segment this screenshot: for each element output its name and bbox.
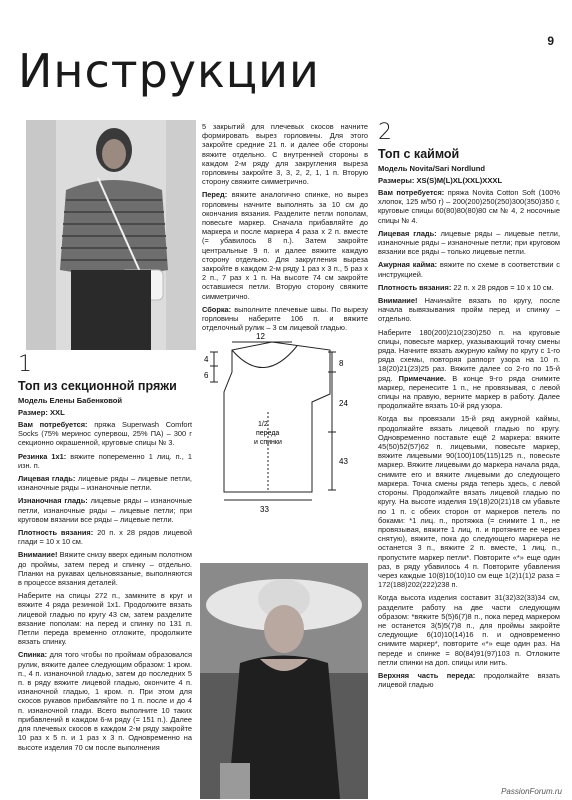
model-credit-2: Модель Novita/Sari Nordlund — [378, 164, 486, 173]
section-heading-1: Топ из секционной пряжи — [18, 379, 177, 393]
size-2: Размеры: XS(S)M(L)XL(XXL)XXXL — [378, 176, 503, 185]
model-credit-1: Модель Елены Бабенковой — [18, 396, 123, 405]
materials-2: Вам потребуется: пряжа Novita Cotton Soft (100% хлопок, 125 м/50 г) – 200(200)250(250)300(350)350 г, круговые спицы 60(80)80(80)80 см № 4, 2 носочные спицы № 4. — [378, 188, 560, 225]
page-title: Инструкции — [18, 44, 320, 98]
rev-1: Изнаночная гладь: лицевые ряды – изнаночные петли, изнаночные ряды – лицевые петли; при круговом вязании все ряды – лицевые петли. — [18, 496, 193, 524]
note-2: Внимание! Начинайте вязать по кругу, после начала вывязывания пройм перед и спинку – отдельно. — [378, 296, 560, 324]
body-2b: Когда вы провязали 15-й ряд ажурной каймы, продолжайте вязать лицевой гладью по кругу. Одновременно поставьте ещё 2 маркера: вяжите 45(50)52(57)62 п. лицевыми, повесьте маркер, вяжите лицевыми 90(100)105(115)125 п., повесьте маркер. Вяжите лицевыми до маркера начала ряда, снимите его и вяжите лицевыми до следующего маркера. Точка смены ряда теперь здесь, с левой стороны. Продолжайте вязать лицевой гладью по кругу. На высоте изделия 19(18)20(21)18 см убавьте по 1 п. с обеих сторон от маркеров петель по боками: *1 лиц. п., протяжка (= снимите 1 п., не провязывая, вяжите 1 лиц. п. и протяните ее через снятую), вяжите, пока до следующего маркера не останется 3 п., вяжите 2 п. вместе, 1 лиц. п., пропустите маркер петли*. Повторите «*» еще один раз, в ряду убавилось 4 п. Повторите убавления через каждые 10(8)10(10)10 см еще 1(2)1(1)2 раза = 172(188)202(222)238 п. — [378, 414, 560, 590]
body-1: Наберите на спицы 272 п., замкните в круг и вяжите 4 ряда резинкой 1х1. Продолжите вязать лицевой гладью по кругу 43 см, затем разделите вязание пополам: на перед и спинку по 131 п. Петли переда временно отложите, продолжите вязать спинку. — [18, 591, 192, 647]
diagram-left-b: 6 — [204, 371, 209, 380]
column-1 — [18, 352, 192, 756]
size-1: Размер: XXL — [18, 408, 65, 417]
page-number: 9 — [547, 34, 554, 48]
section-number-1: 1 — [18, 352, 32, 377]
watermark: PassionForum.ru — [501, 787, 562, 796]
note-1: Внимание! Вяжите снизу вверх единым полотном до проймы, затем перед и спинку – отдельно. Планки на рукавах цельновязаные, выполняются в процессе вязания деталей. — [18, 550, 192, 588]
diagram-right-a: 8 — [339, 359, 344, 368]
diagram-right-c: 43 — [339, 457, 348, 466]
gauge-1: Плотность вязания: 20 п. х 28 рядов лицевой глади = 10 х 10 см. — [18, 528, 192, 547]
model-photo-2 — [200, 563, 368, 799]
lace-2: Ажурная кайма: вяжите по схеме в соответствии с инструкцией. — [378, 260, 560, 279]
diagram-center-1: 1/2 — [258, 421, 268, 428]
gauge-2: Плотность вязания: 22 п. х 28 рядов = 10 х 10 см. — [378, 282, 554, 292]
body-2a: Наберите 180(200)210(230)250 п. на круговые спицы, повесьте маркер, указывающий точку смены ряда. Начните вязать ажурную кайму по кругу с 1-го ряда схемы, повторяя раппорт узора на 10 п. 18(20)21(23)25 раз. Вяжите далее со 2-го по 15-й ряд. Примечание. В конце 9-го ряда снимите маркер, перенесите 1 п., не провязывая, с левой спицы на правую, верните маркер в работу. Далее продолжайте вязать 10-й ряд узора. — [378, 327, 561, 411]
pattern-diagram — [202, 332, 368, 560]
diagram-top: 12 — [256, 332, 265, 341]
assembly-1: Сборка: выполните плечевые швы. По вырезу горловины наберите 106 п. и вяжите отделочный рулик – 3 см лицевой гладью. — [202, 304, 369, 333]
diagram-bottom: 33 — [260, 505, 269, 514]
body-2c: Когда высота изделия составит 31(32)32(33)34 см, разделите работу на две части следующим образом: *вяжите 5(5)6(7)8 п., пока перед маркером не останется 3(5)5(7)8 п., для проймы закройте следующие 6(10)10(14)16 п. и одновременно снимите маркер*, повторите «*» еще один раз. На переде и спинке = 80(84)91(97)103 п. Отложите петли спинки на доп. спицы или нить. — [378, 593, 560, 667]
materials-1: Вам потребуется: пряжа Superwash Comfort Socks (75% мериноc супервош, 25% ПА) – 300 г секционно окрашенной, круговые спицы № 3. — [18, 420, 193, 448]
section-heading-2: Топ с каймой — [378, 147, 460, 161]
diagram-left-a: 4 — [204, 355, 209, 364]
model-photo-1 — [26, 120, 196, 350]
section-number-2: 2 — [378, 120, 392, 145]
column-2 — [202, 122, 368, 336]
front-1: Перед: вяжите аналогично спинке, но вырез горловины начните выполнять за 10 см до окончания вязания. Разделите петли пополам, повесьте маркер. Сначала прибавляйте до маркера и после маркера 4 раза х 2 п. вместе (= убавилось 8 п.). Затем закройте центральные 9 п. и далее вяжите каждую сторону отдельно. Для закругления выреза закройте в каждом 2-м ряду 1 раз х 3 п., 5 раз х 2 п., 7 раз х 1 п. На высоте 74 см закройте оставшиеся петли. Вторую сторону свяжите симметрично. — [202, 190, 369, 301]
diagram-center-2: переда — [256, 430, 280, 437]
rib-1: Резинка 1х1: вяжите попеременно 1 лиц. п., 1 изн. п. — [18, 451, 192, 470]
back-cont-1: 5 закрытий для плечевых скосов начните формировать вырез горловины. Для этого закройте средние 21 п. и далее обе стороны вяжите отдельно. С внутренней стороны в каждом 2-м ряду для закругления выреза горловины закройте 3, 3, 2, 2, 1, 1 п. Вторую сторону свяжите симметрично. — [202, 122, 368, 187]
diagram-center-3: и спинки — [254, 439, 282, 446]
back-1: Спинка: для того чтобы по проймам образовался рулик, вяжите далее следующим образом: 1 кром. п., 4 п. изнаночной гладью, затем до последних 5 п. в ряду вяжите лицевой гладью, окончите 4 п. изнаночной гладью, 1 кром. п. При этом для скосов рукавов прибавляйте по 1 п. после и до 4 п. изнаночной глади. Всего выполните 10 таких прибавлений в каждом 6-м ряду (= 151 п.). Далее для плечевых скосов в каждом 2-м ряду закройте 10 раз х 5 п. и 1 раз х 3 п. Одновременно на высоте изделия 70 см после выполнения — [18, 650, 192, 752]
diagram-right-b: 24 — [339, 399, 348, 408]
stst-2: Лицевая гладь: лицевые ряды – лицевые петли, изнаночные ряды – изнаночные петли; при круговом вязании все ряды – только лицевые петли. — [378, 228, 560, 257]
stst-1: Лицевая гладь: лицевые ряды – лицевые петли, изнаночные ряды – изнаночные петли. — [18, 474, 192, 493]
upper-front-2: Верхняя часть переда: продолжайте вязать лицевой гладью — [378, 670, 561, 690]
column-3 — [378, 120, 560, 693]
